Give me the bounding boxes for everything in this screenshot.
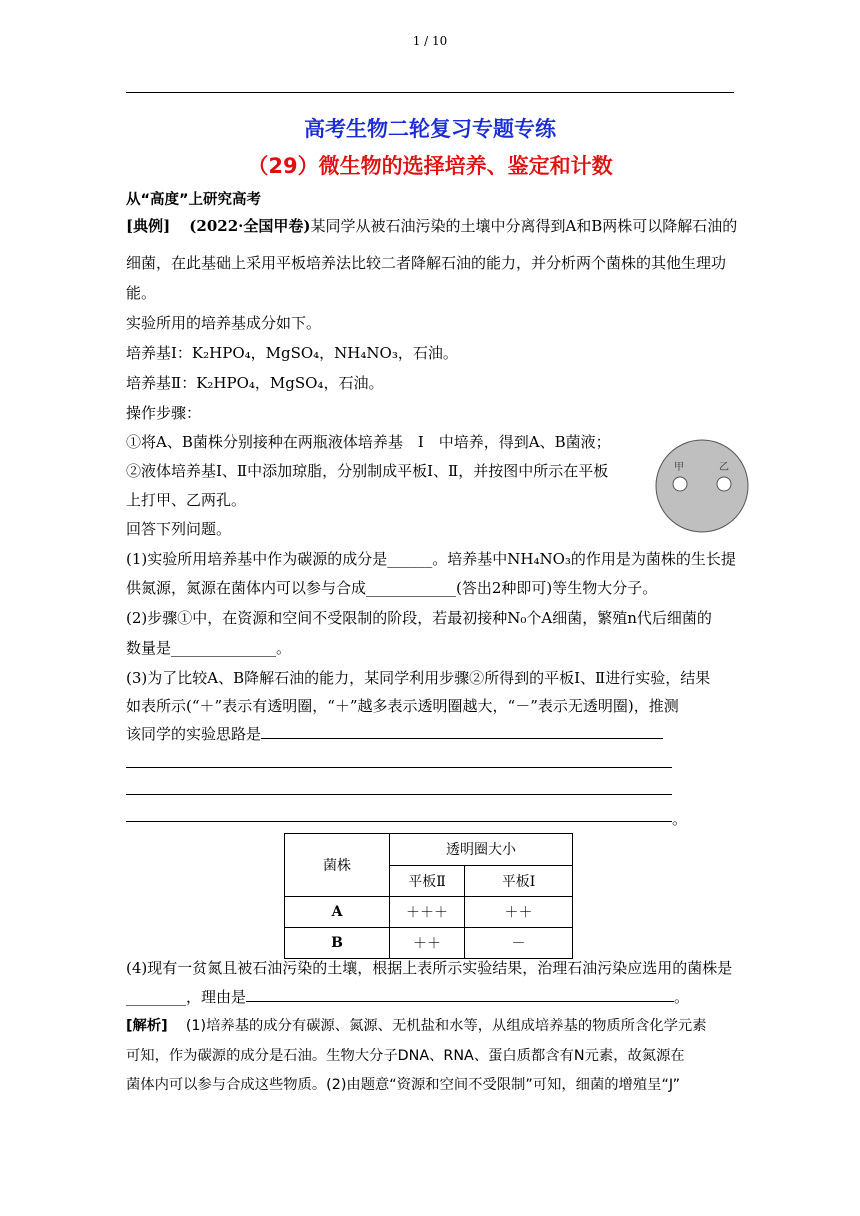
plate-figure	[654, 438, 750, 534]
example-line-1	[126, 212, 737, 240]
example-text-1: 某同学从被石油污染的土壤中分离得到A和B两株可以降解石油的	[310, 217, 738, 235]
hole-yi	[717, 477, 731, 491]
question-1-b: 供氮源，氮源在菌体内可以参与合成____________(答出2种即可)等生物大分子。	[126, 579, 658, 597]
step-2-b: 上打甲、乙两孔。	[126, 491, 247, 509]
analysis-line-1	[126, 1012, 707, 1040]
header-halo: 透明圈大小	[390, 834, 573, 866]
question-2-b: 数量是______________。	[126, 639, 292, 657]
example-line-2: 细菌，在此基础上采用平板培养法比较二者降解石油的能力，并分析两个菌株的其他生理功	[126, 254, 727, 272]
example-tag: [典例]	[126, 217, 171, 235]
header-rule	[126, 92, 734, 93]
plate-2-cell: ＋＋＋	[390, 897, 465, 928]
analysis-line-3: 菌体内可以参与合成这些物质。(2)由题意“资源和空间不受限制”可知，细菌的增殖呈“J”	[126, 1077, 681, 1093]
medium-1: 培养基Ⅰ：K₂HPO₄，MgSO₄，NH₄NO₃，石油。	[126, 344, 458, 362]
question-4-b	[126, 983, 689, 1011]
results-table	[284, 833, 573, 959]
question-3-c	[126, 720, 663, 748]
medium-2: 培养基Ⅱ：K₂HPO₄，MgSO₄，石油。	[126, 374, 384, 392]
step-1: ①将A、B菌株分别接种在两瓶液体培养基 Ⅰ 中培养，得到A、B菌液；	[126, 433, 611, 451]
plate-2-cell: ＋＋	[390, 928, 465, 959]
hole-jia	[673, 477, 687, 491]
question-3-a: (3)为了比较A、B降解石油的能力，某同学利用步骤②所得到的平板Ⅰ、Ⅱ进行实验，结果	[126, 669, 711, 687]
question-4-a: (4)现有一贫氮且被石油污染的土壤，根据上表所示实验结果，治理石油污染应选用的菌株是	[126, 959, 733, 977]
plate-1-cell: －	[465, 928, 573, 959]
answer-prompt: 回答下列问题。	[126, 520, 232, 538]
hole-jia-label: 甲	[674, 462, 684, 473]
medium-intro: 实验所用的培养基成分如下。	[126, 314, 322, 332]
answer-blank	[246, 987, 674, 1002]
answer-line-3	[126, 821, 672, 822]
header-plate-2: 平板Ⅱ	[390, 865, 465, 897]
plate-diagram	[654, 438, 750, 534]
hole-yi-label: 乙	[719, 462, 729, 473]
answer-line-2	[126, 794, 672, 795]
answer-line-1	[126, 767, 672, 768]
question-3-end: 。	[672, 810, 688, 828]
analysis-text-1: (1)培养基的成分有碳源、氮源、无机盐和水等，从组成培养基的物质所含化学元素	[185, 1018, 707, 1034]
step-2-a: ②液体培养基Ⅰ、Ⅱ中添加琼脂，分别制成平板Ⅰ、Ⅱ，并按图中所示在平板	[126, 462, 609, 480]
example-line-3: 能。	[126, 284, 157, 302]
table-row	[285, 897, 573, 928]
analysis-line-2: 可知，作为碳源的成分是石油。生物大分子DNA、RNA、蛋白质都含有N元素，故氮源在	[126, 1048, 685, 1064]
page-subtitle: （29）微生物的选择培养、鉴定和计数	[247, 154, 613, 178]
agar-plate	[656, 440, 748, 532]
analysis-tag: [解析]	[126, 1018, 168, 1034]
steps-label: 操作步骤：	[126, 404, 202, 422]
example-source: (2022·全国甲卷)	[189, 217, 311, 235]
header-plate-1: 平板Ⅰ	[465, 865, 573, 897]
question-1-a: (1)实验所用培养基中作为碳源的成分是______。培养基中NH₄NO₃的作用是为菌株的生长提	[126, 550, 736, 568]
question-4-b-end: 。	[674, 988, 690, 1006]
question-4-b-text: ________，理由是	[126, 988, 247, 1006]
plate-1-cell: ＋＋	[465, 897, 573, 928]
question-2-a: (2)步骤①中，在资源和空间不受限制的阶段，若最初接种N₀个A细菌，繁殖n代后细菌的	[126, 609, 712, 627]
header-strain: 菌株	[285, 834, 390, 897]
page-title: 高考生物二轮复习专题专练	[304, 117, 556, 141]
answer-blank	[261, 724, 663, 739]
question-3-c-text: 该同学的实验思路是	[126, 725, 262, 743]
page-number: 1 / 10	[412, 34, 448, 48]
strain-cell: B	[285, 928, 390, 959]
section-heading: 从“高度”上研究高考	[126, 192, 262, 208]
question-3-b: 如表所示(“＋”表示有透明圈，“＋”越多表示透明圈越大，“－”表示无透明圈)，推测	[126, 697, 679, 715]
strain-cell: A	[285, 897, 390, 928]
